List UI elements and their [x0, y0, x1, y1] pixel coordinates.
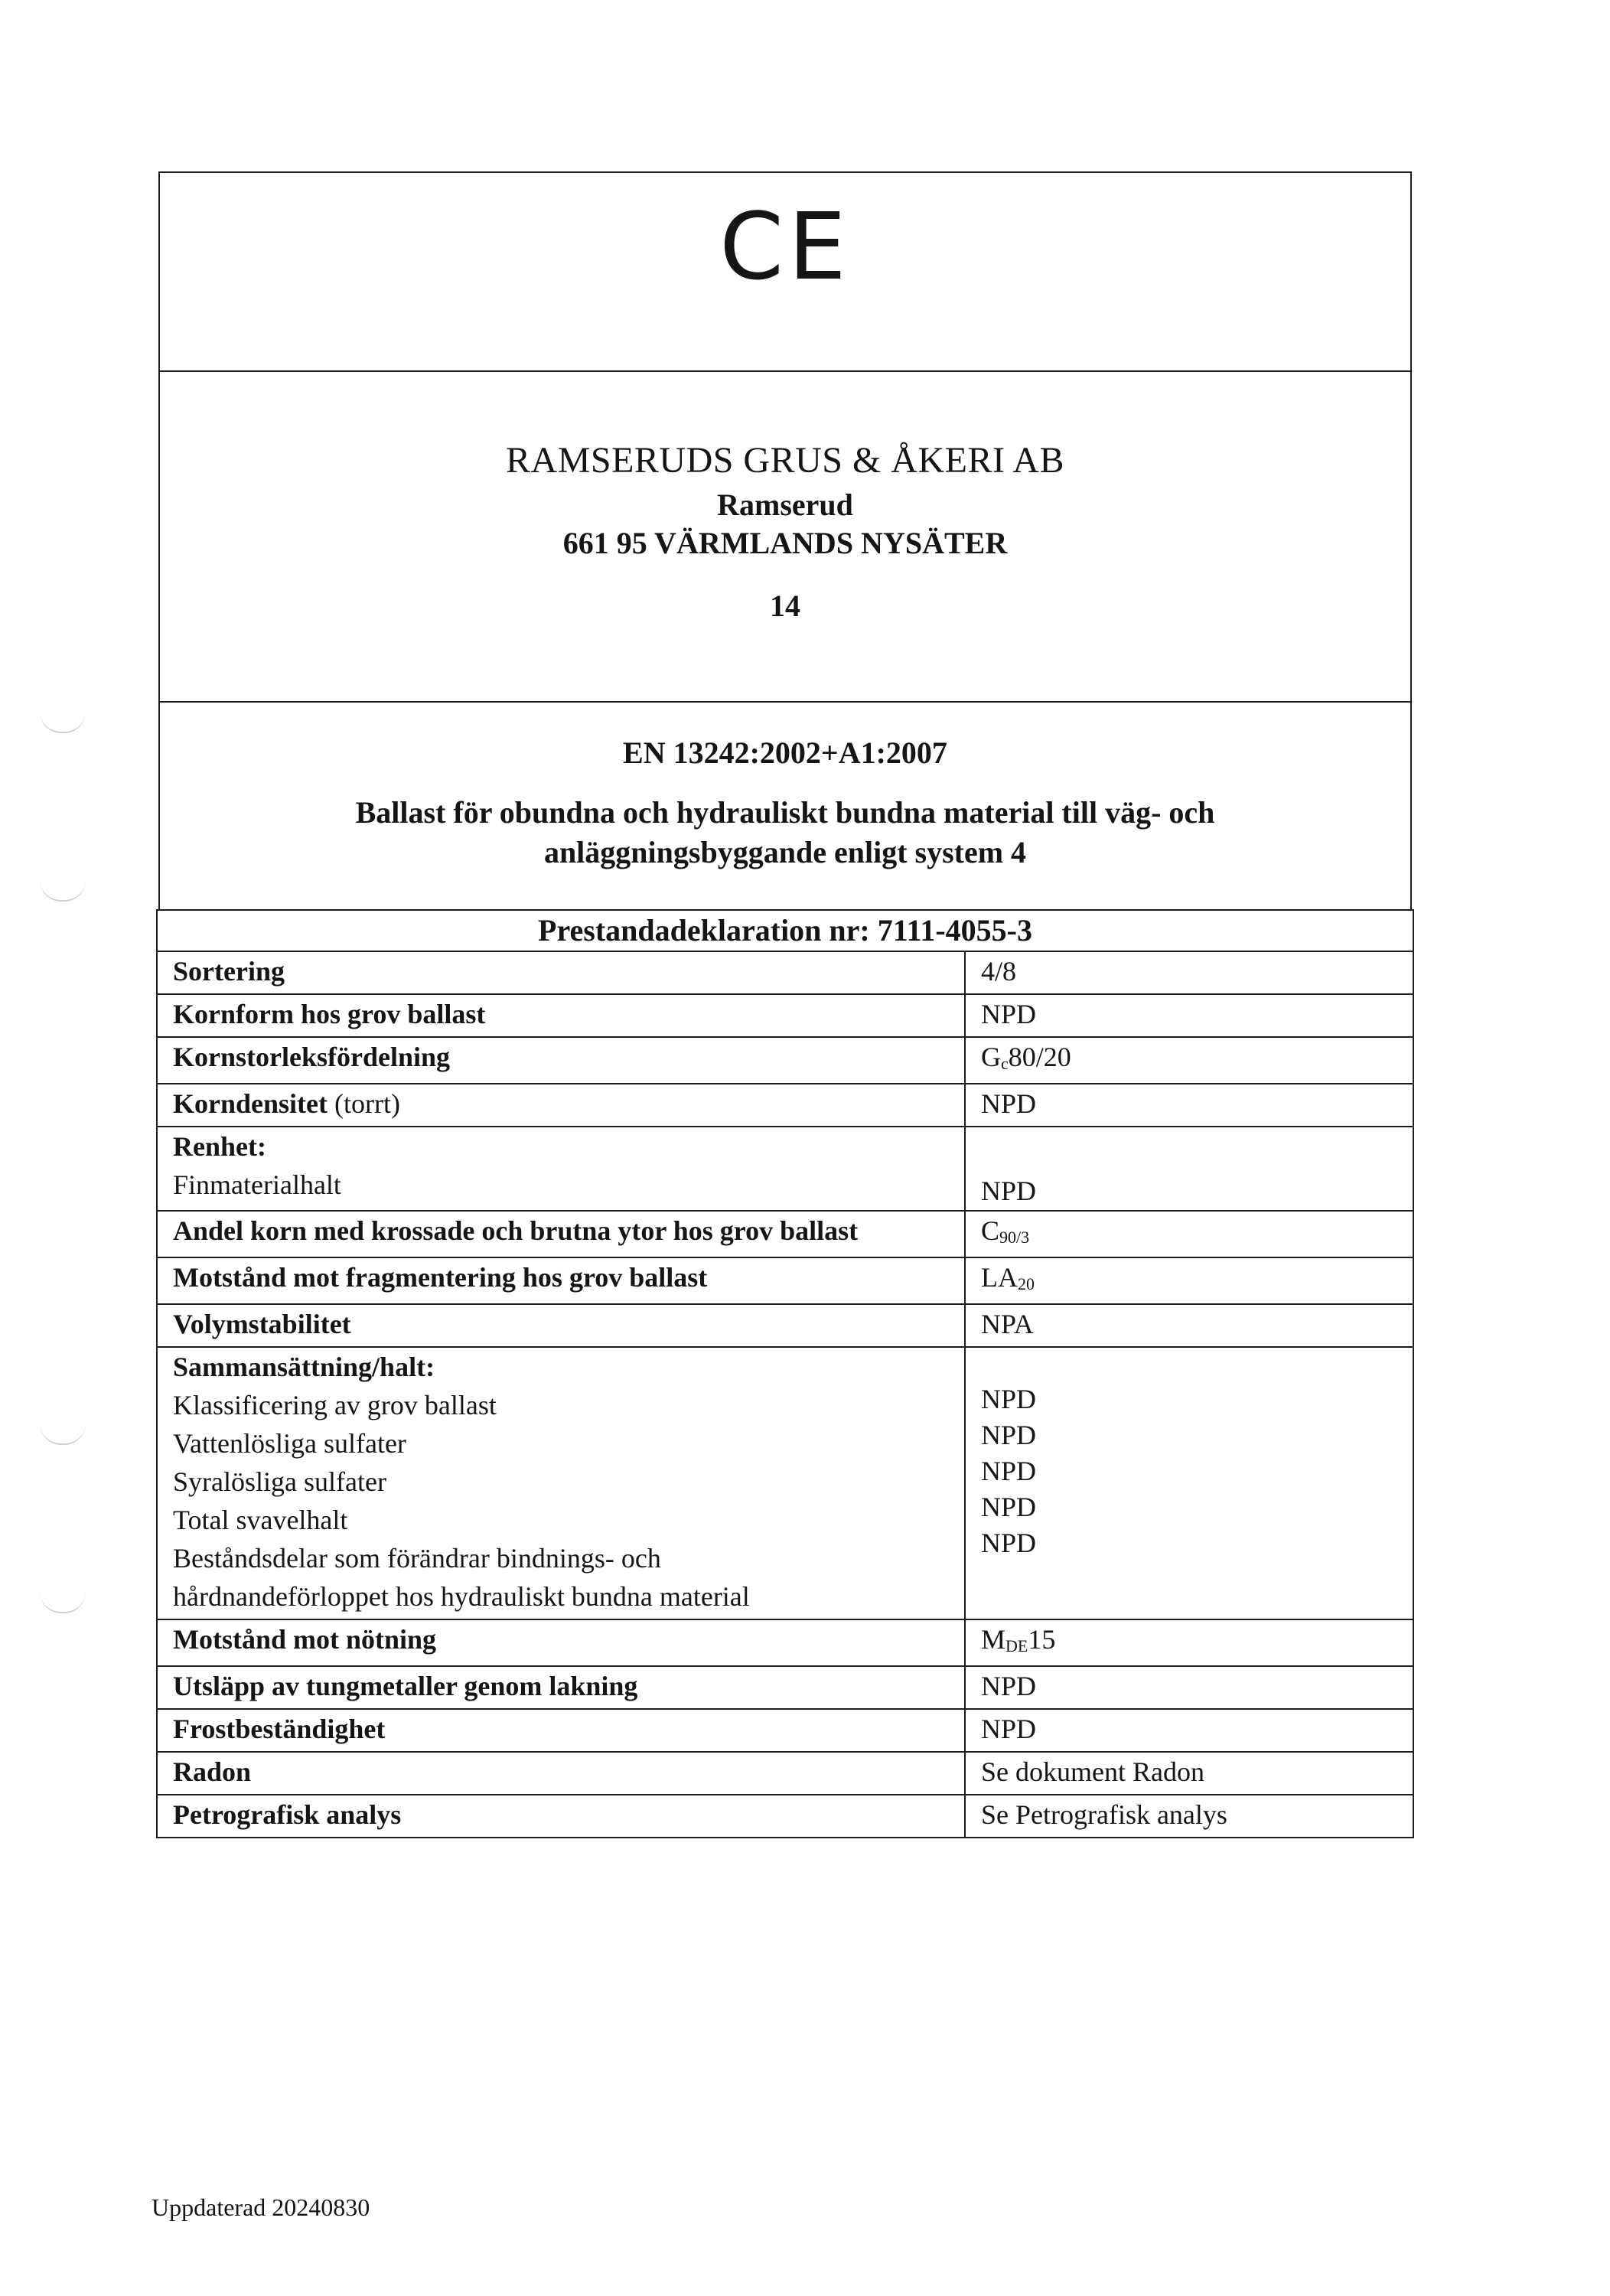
- row-sub-label: Beståndsdelar som förändrar bindnings- och: [173, 1543, 661, 1574]
- value-symbol: M: [981, 1624, 1006, 1655]
- row-value: NPD: [981, 1492, 1037, 1522]
- value-subscript: c: [1001, 1054, 1009, 1073]
- row-value: [965, 1619, 1413, 1666]
- row-label-main: Korndensitet: [173, 1088, 328, 1119]
- table-row: [157, 1211, 1413, 1257]
- row-value: NPD: [981, 1420, 1037, 1450]
- company-address: 661 95 VÄRMLANDS NYSÄTER: [562, 526, 1008, 560]
- punch-hole-mark: [40, 880, 86, 902]
- value-subscript: 90/3: [999, 1228, 1030, 1247]
- row-value: NPA: [965, 1304, 1413, 1347]
- company-name: RAMSERUDS GRUS & ÅKERI AB: [506, 440, 1064, 481]
- table-title-row: [157, 910, 1413, 951]
- row-label: Motstånd mot fragmentering hos grov ballast: [157, 1257, 965, 1304]
- row-value: [965, 1211, 1413, 1257]
- value-category: 15: [1028, 1624, 1056, 1655]
- row-value: NPD: [965, 1709, 1413, 1752]
- standard-description-line: Ballast för obundna och hydrauliskt bundna material till väg- och: [355, 795, 1215, 830]
- row-label-main: Sammansättning/halt:: [173, 1352, 435, 1382]
- table-row: [157, 1347, 1413, 1619]
- punch-hole-mark: [40, 1424, 86, 1445]
- company-section: [158, 370, 1412, 703]
- row-sub-label: hårdnandeförloppet hos hydrauliskt bundna material: [173, 1581, 750, 1612]
- row-sub-label: Syralösliga sulfater: [173, 1466, 386, 1497]
- table-row: [157, 1709, 1413, 1752]
- table-row: [157, 951, 1413, 994]
- punch-hole-mark: [40, 712, 86, 733]
- table-row: [157, 1084, 1413, 1127]
- table-row: [157, 1752, 1413, 1795]
- table-row: [157, 1666, 1413, 1709]
- declaration-table: [156, 909, 1414, 1838]
- row-label: Radon: [157, 1752, 965, 1795]
- standard-code: EN 13242:2002+A1:2007: [623, 735, 947, 770]
- row-label: Kornform hos grov ballast: [157, 994, 965, 1037]
- punch-hole-mark: [40, 1592, 86, 1613]
- row-value-list: [965, 1347, 1413, 1619]
- row-sub-label: Finmaterialhalt: [173, 1169, 341, 1200]
- row-label: Andel korn med krossade och brutna ytor hos grov ballast: [157, 1211, 965, 1257]
- value-subscript: DE: [1005, 1636, 1028, 1655]
- row-value: [965, 1257, 1413, 1304]
- row-value: NPD: [981, 1384, 1037, 1414]
- row-label-main: Renhet:: [173, 1131, 266, 1162]
- row-label: [157, 1347, 965, 1619]
- row-sub-label: Vattenlösliga sulfater: [173, 1428, 406, 1459]
- table-row: [157, 1619, 1413, 1666]
- row-label: Petrografisk analys: [157, 1795, 965, 1838]
- value-symbol: LA: [981, 1262, 1018, 1293]
- row-label: Utsläpp av tungmetaller genom lakning: [157, 1666, 965, 1709]
- row-value: NPD: [965, 994, 1413, 1037]
- standard-description: [160, 793, 1410, 872]
- row-value: [965, 1037, 1413, 1084]
- ce-mark-logo: CE: [719, 194, 851, 301]
- row-value: 4/8: [965, 951, 1413, 994]
- row-value: NPD: [965, 1084, 1413, 1127]
- table-row: [157, 1127, 1413, 1211]
- row-value: NPD: [981, 1456, 1037, 1486]
- row-sub-label: Klassificering av grov ballast: [173, 1390, 497, 1420]
- row-label: Kornstorleksfördelning: [157, 1037, 965, 1084]
- value-symbol: G: [981, 1042, 1001, 1072]
- value-category: 80/20: [1008, 1042, 1071, 1072]
- company-place: Ramserud: [717, 488, 853, 522]
- row-label-suffix: (torrt): [328, 1088, 400, 1119]
- row-label: [157, 1084, 965, 1127]
- table-row: [157, 1037, 1413, 1084]
- row-value: Se dokument Radon: [965, 1752, 1413, 1795]
- row-label: [157, 1127, 965, 1211]
- row-value: NPD: [965, 1666, 1413, 1709]
- ce-marking-year: 14: [770, 589, 800, 623]
- value-subscript: 20: [1018, 1274, 1035, 1293]
- declaration-title: Prestandadeklaration nr: 7111-4055-3: [157, 910, 1413, 951]
- table-row: [157, 1795, 1413, 1838]
- table-row: [157, 1304, 1413, 1347]
- row-value: NPD: [981, 1528, 1037, 1558]
- row-value: NPD: [965, 1127, 1413, 1211]
- row-sub-label: Total svavelhalt: [173, 1505, 348, 1535]
- table-row: [157, 1257, 1413, 1304]
- row-label: Motstånd mot nötning: [157, 1619, 965, 1666]
- standard-section: [158, 701, 1412, 911]
- value-symbol: C: [981, 1215, 1000, 1246]
- row-label: Frostbeständighet: [157, 1709, 965, 1752]
- row-value: Se Petrografisk analys: [965, 1795, 1413, 1838]
- row-label: Volymstabilitet: [157, 1304, 965, 1347]
- updated-date: Uppdaterad 20240830: [152, 2193, 370, 2221]
- row-label: Sortering: [157, 951, 965, 994]
- standard-description-line: anläggningsbyggande enligt system 4: [543, 835, 1027, 869]
- ce-mark-section: [158, 171, 1412, 372]
- table-row: [157, 994, 1413, 1037]
